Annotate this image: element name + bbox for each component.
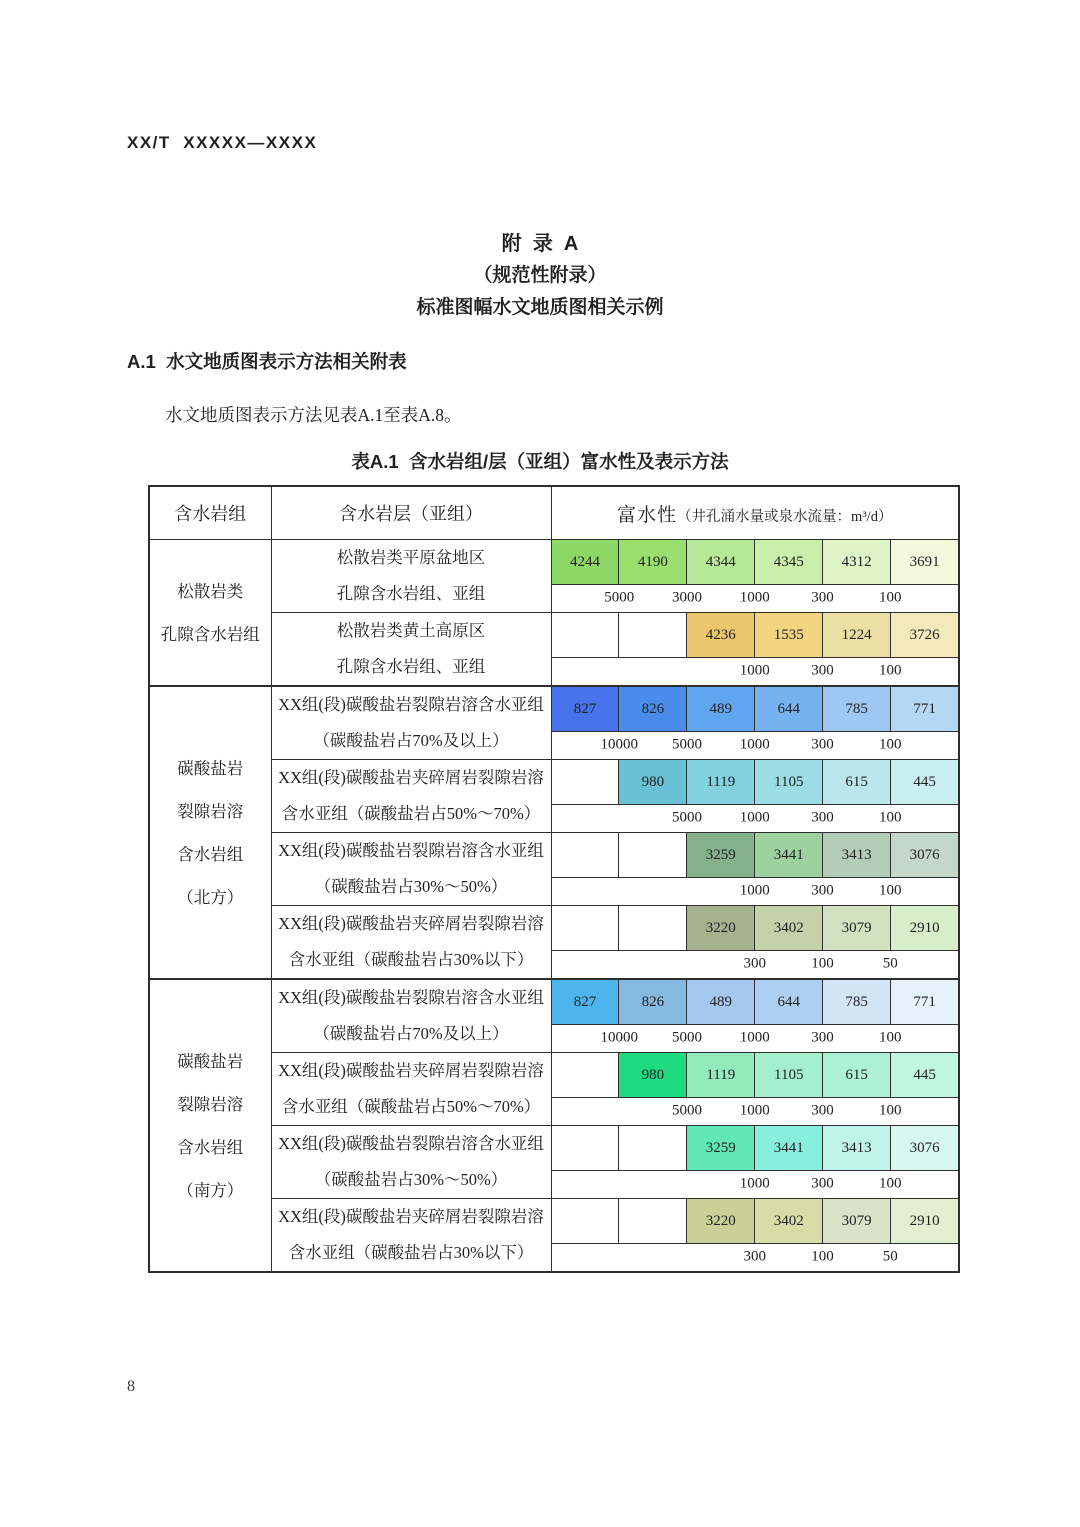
aquifer-group-cell: [149, 979, 271, 1272]
scale-tick-label: 1000: [739, 1175, 770, 1192]
color-band-segment: 4345: [755, 540, 823, 584]
aquifer-layer-line: （碳酸盐岩占30%～50%）: [314, 1170, 508, 1189]
aquifer-layer-cell: [271, 1199, 551, 1273]
table-row: [149, 1199, 959, 1273]
aquifer-group-line: 孔隙含水岩组: [160, 624, 260, 644]
color-band: [552, 613, 959, 658]
color-band-segment: 771: [891, 980, 958, 1024]
scale-tick-label: 100: [879, 589, 902, 606]
scale-tick-label: 300: [811, 809, 834, 826]
water-richness-table: [148, 485, 960, 1273]
color-band-segment: 445: [891, 1053, 958, 1097]
table-row: [149, 540, 959, 613]
color-band-segment: 826: [619, 687, 687, 731]
scale-tick-label: 1000: [739, 1029, 770, 1046]
header-aquifer-group: 含水岩组: [149, 486, 271, 540]
color-band-segment-empty: [552, 906, 620, 950]
color-band-segment: 1119: [687, 1053, 755, 1097]
color-band-segment: 785: [823, 980, 891, 1024]
scale-band: [552, 1098, 959, 1124]
scale-tick-label: 10000: [600, 1029, 638, 1046]
scale-tick-label: 100: [879, 809, 902, 826]
color-band: [552, 760, 959, 805]
aquifer-layer-line: XX组(段)碳酸盐岩裂隙岩溶含水亚组: [278, 695, 544, 714]
color-band: [552, 687, 959, 732]
scale-tick-label: 100: [879, 882, 902, 899]
aquifer-layer-line: 松散岩类黄土高原区: [336, 621, 486, 640]
color-band-segment: 3076: [891, 833, 958, 877]
scale-tick-label: 5000: [671, 1102, 702, 1119]
color-band-segment: 827: [552, 980, 620, 1024]
water-richness-cell: [551, 1199, 959, 1273]
table-row: [149, 686, 959, 760]
color-band-segment: 3079: [823, 906, 891, 950]
header-water-richness: [551, 486, 959, 540]
standard-number: XX/T XXXXX—XXXX: [127, 133, 318, 152]
aquifer-group-line: 裂隙岩溶: [177, 1094, 244, 1114]
aquifer-layer-line: XX组(段)碳酸盐岩夹碎屑岩裂隙岩溶: [278, 1061, 544, 1080]
water-richness-cell: [551, 1126, 959, 1199]
appendix-title: 附 录 A: [501, 233, 579, 255]
table-row: [149, 833, 959, 906]
aquifer-group-line: 含水岩组: [177, 844, 244, 864]
scale-tick-label: 100: [879, 736, 902, 753]
color-band-segment: 980: [619, 760, 687, 804]
color-band-segment: 489: [687, 687, 755, 731]
scale-tick-label: 50: [882, 1248, 898, 1265]
color-band-segment-empty: [552, 833, 620, 877]
scale-tick-label: 5000: [671, 809, 702, 826]
scale-tick-label: 5000: [671, 1029, 702, 1046]
color-band-segment: 1105: [755, 760, 823, 804]
color-band-segment: 3413: [823, 1126, 891, 1170]
aquifer-layer-cell: [271, 979, 551, 1053]
scale-tick-label: 100: [811, 1248, 834, 1265]
table-row: [149, 613, 959, 687]
scale-tick-label: 1000: [739, 662, 770, 679]
color-band-segment-empty: [619, 613, 687, 657]
aquifer-group-line: 含水岩组: [177, 1137, 244, 1157]
color-band-segment: 3079: [823, 1199, 891, 1243]
color-band-segment: 615: [823, 1053, 891, 1097]
color-band-segment: 3259: [687, 833, 755, 877]
body-paragraph: 水文地质图表示方法见表A.1至表A.8。: [165, 405, 462, 425]
aquifer-layer-line: （碳酸盐岩占30%～50%）: [314, 877, 508, 896]
color-band-segment: 445: [891, 760, 958, 804]
aquifer-layer-line: 含水亚组（碳酸盐岩占50%～70%）: [281, 804, 541, 823]
aquifer-layer-cell: [271, 613, 551, 687]
color-band-segment: 644: [755, 687, 823, 731]
color-band-segment-empty: [552, 1053, 620, 1097]
color-band-segment-empty: [552, 1199, 620, 1243]
aquifer-layer-line: 含水亚组（碳酸盐岩占30%以下）: [288, 950, 534, 969]
color-band-segment: 4244: [552, 540, 620, 584]
aquifer-layer-cell: [271, 686, 551, 760]
aquifer-layer-line: XX组(段)碳酸盐岩夹碎屑岩裂隙岩溶: [278, 768, 544, 787]
color-band-segment: 1224: [823, 613, 891, 657]
scale-band: [552, 1025, 959, 1051]
aquifer-layer-cell: [271, 760, 551, 833]
appendix-subtitle: （规范性附录）: [473, 265, 607, 286]
color-band-segment: 3441: [755, 833, 823, 877]
color-band: [552, 906, 959, 951]
table-row: [149, 906, 959, 980]
color-band-segment: 4344: [687, 540, 755, 584]
color-band: [552, 1126, 959, 1171]
aquifer-layer-cell: [271, 906, 551, 980]
color-band-segment-empty: [619, 1199, 687, 1243]
scale-band: [552, 951, 959, 977]
aquifer-layer-line: XX组(段)碳酸盐岩夹碎屑岩裂隙岩溶: [278, 1207, 544, 1226]
scale-tick-label: 300: [811, 589, 834, 606]
scale-tick-label: 300: [811, 736, 834, 753]
page-number: 8: [127, 1378, 135, 1395]
table-body: [149, 540, 959, 1273]
color-band-segment: 4190: [619, 540, 687, 584]
appendix-title-block: [0, 228, 1080, 324]
scale-tick-label: 10000: [600, 736, 638, 753]
water-richness-cell: [551, 906, 959, 980]
section-heading: A.1 水文地质图表示方法相关附表: [127, 351, 407, 372]
color-band-segment: 3402: [755, 906, 823, 950]
scale-tick-label: 1000: [739, 809, 770, 826]
scale-tick-label: 300: [811, 882, 834, 899]
color-band-segment: 3691: [891, 540, 958, 584]
color-band: [552, 1199, 959, 1244]
scale-band: [552, 805, 959, 831]
header-water-richness-unit: （井孔涌水量或泉水流量：m³/d）: [677, 508, 893, 525]
scale-tick-label: 300: [811, 1102, 834, 1119]
scale-band: [552, 585, 959, 611]
water-richness-cell: [551, 540, 959, 613]
color-band-segment: 3441: [755, 1126, 823, 1170]
color-band-segment: 4236: [687, 613, 755, 657]
color-band-segment: 771: [891, 687, 958, 731]
aquifer-group-cell: [149, 686, 271, 979]
scale-tick-label: 300: [811, 1175, 834, 1192]
scale-tick-label: 5000: [604, 589, 635, 606]
color-band-segment-empty: [552, 1126, 620, 1170]
aquifer-layer-cell: [271, 540, 551, 613]
table-caption: 表A.1 含水岩组/层（亚组）富水性及表示方法: [351, 451, 729, 472]
aquifer-layer-line: XX组(段)碳酸盐岩裂隙岩溶含水亚组: [278, 1134, 544, 1153]
scale-tick-label: 1000: [739, 882, 770, 899]
scale-tick-label: 300: [811, 1029, 834, 1046]
scale-tick-label: 300: [811, 662, 834, 679]
color-band-segment: 826: [619, 980, 687, 1024]
color-band-segment-empty: [552, 613, 620, 657]
water-richness-cell: [551, 686, 959, 760]
color-band-segment: 2910: [891, 906, 958, 950]
aquifer-layer-cell: [271, 1053, 551, 1126]
water-richness-cell: [551, 613, 959, 687]
scale-band: [552, 658, 959, 684]
table-header-row: [149, 486, 959, 540]
water-richness-cell: [551, 1053, 959, 1126]
color-band-segment-empty: [552, 760, 620, 804]
color-band: [552, 980, 959, 1025]
aquifer-group-line: 碳酸盐岩: [177, 758, 244, 778]
color-band-segment: 644: [755, 980, 823, 1024]
water-richness-cell: [551, 760, 959, 833]
color-band-segment-empty: [619, 1126, 687, 1170]
scale-tick-label: 300: [743, 955, 766, 972]
appendix-subject: 标准图幅水文地质图相关示例: [416, 297, 664, 318]
aquifer-layer-line: 孔隙含水岩组、亚组: [336, 584, 486, 603]
aquifer-layer-line: XX组(段)碳酸盐岩裂隙岩溶含水亚组: [278, 841, 544, 860]
color-band-segment: 3220: [687, 1199, 755, 1243]
color-band: [552, 833, 959, 878]
scale-tick-label: 1000: [739, 1102, 770, 1119]
aquifer-layer-line: XX组(段)碳酸盐岩裂隙岩溶含水亚组: [278, 988, 544, 1007]
aquifer-group-line: 碳酸盐岩: [177, 1051, 244, 1071]
scale-tick-label: 100: [879, 1102, 902, 1119]
scale-tick-label: 1000: [739, 589, 770, 606]
aquifer-layer-line: 含水亚组（碳酸盐岩占30%以下）: [288, 1243, 534, 1262]
color-band-segment: 3076: [891, 1126, 958, 1170]
color-band-segment: 3402: [755, 1199, 823, 1243]
scale-tick-label: 50: [882, 955, 898, 972]
color-band-segment: 980: [619, 1053, 687, 1097]
table-row: [149, 1126, 959, 1199]
aquifer-group-line: 裂隙岩溶: [177, 801, 244, 821]
header-water-richness-main: 富水性: [617, 504, 678, 526]
scale-tick-label: 5000: [671, 736, 702, 753]
scale-tick-label: 3000: [671, 589, 702, 606]
aquifer-group-line: 松散岩类: [177, 581, 244, 601]
color-band-segment-empty: [619, 833, 687, 877]
color-band-segment: 489: [687, 980, 755, 1024]
scale-tick-label: 100: [879, 1029, 902, 1046]
color-band-segment: 3413: [823, 833, 891, 877]
aquifer-group-line: （北方）: [177, 887, 244, 907]
aquifer-layer-line: （碳酸盐岩占70%及以上）: [313, 731, 509, 750]
color-band-segment: 1119: [687, 760, 755, 804]
scale-band: [552, 878, 959, 904]
table-row: [149, 760, 959, 833]
water-richness-cell: [551, 833, 959, 906]
color-band-segment: 1535: [755, 613, 823, 657]
aquifer-layer-cell: [271, 1126, 551, 1199]
color-band-segment: 3726: [891, 613, 958, 657]
color-band-segment: 4312: [823, 540, 891, 584]
scale-tick-label: 300: [743, 1248, 766, 1265]
aquifer-group-line: （南方）: [177, 1180, 244, 1200]
color-band: [552, 540, 959, 585]
table-row: [149, 979, 959, 1053]
header-aquifer-layer: 含水岩层（亚组）: [271, 486, 551, 540]
aquifer-layer-line: 孔隙含水岩组、亚组: [336, 657, 486, 676]
color-band-segment: 615: [823, 760, 891, 804]
aquifer-layer-line: 含水亚组（碳酸盐岩占50%～70%）: [281, 1097, 541, 1116]
color-band-segment: 3220: [687, 906, 755, 950]
color-band-segment: 827: [552, 687, 620, 731]
scale-band: [552, 1244, 959, 1270]
color-band-segment: 2910: [891, 1199, 958, 1243]
scale-tick-label: 100: [811, 955, 834, 972]
color-band: [552, 1053, 959, 1098]
aquifer-layer-line: XX组(段)碳酸盐岩夹碎屑岩裂隙岩溶: [278, 914, 544, 933]
scale-tick-label: 100: [879, 1175, 902, 1192]
aquifer-group-cell: [149, 540, 271, 687]
aquifer-layer-line: （碳酸盐岩占70%及以上）: [313, 1024, 509, 1043]
color-band-segment: 1105: [755, 1053, 823, 1097]
table-row: [149, 1053, 959, 1126]
color-band-segment-empty: [619, 906, 687, 950]
scale-tick-label: 100: [879, 662, 902, 679]
scale-band: [552, 732, 959, 758]
scale-band: [552, 1171, 959, 1197]
aquifer-layer-cell: [271, 833, 551, 906]
color-band-segment: 785: [823, 687, 891, 731]
color-band-segment: 3259: [687, 1126, 755, 1170]
scale-tick-label: 1000: [739, 736, 770, 753]
water-richness-cell: [551, 979, 959, 1053]
aquifer-layer-line: 松散岩类平原盆地区: [336, 548, 486, 567]
